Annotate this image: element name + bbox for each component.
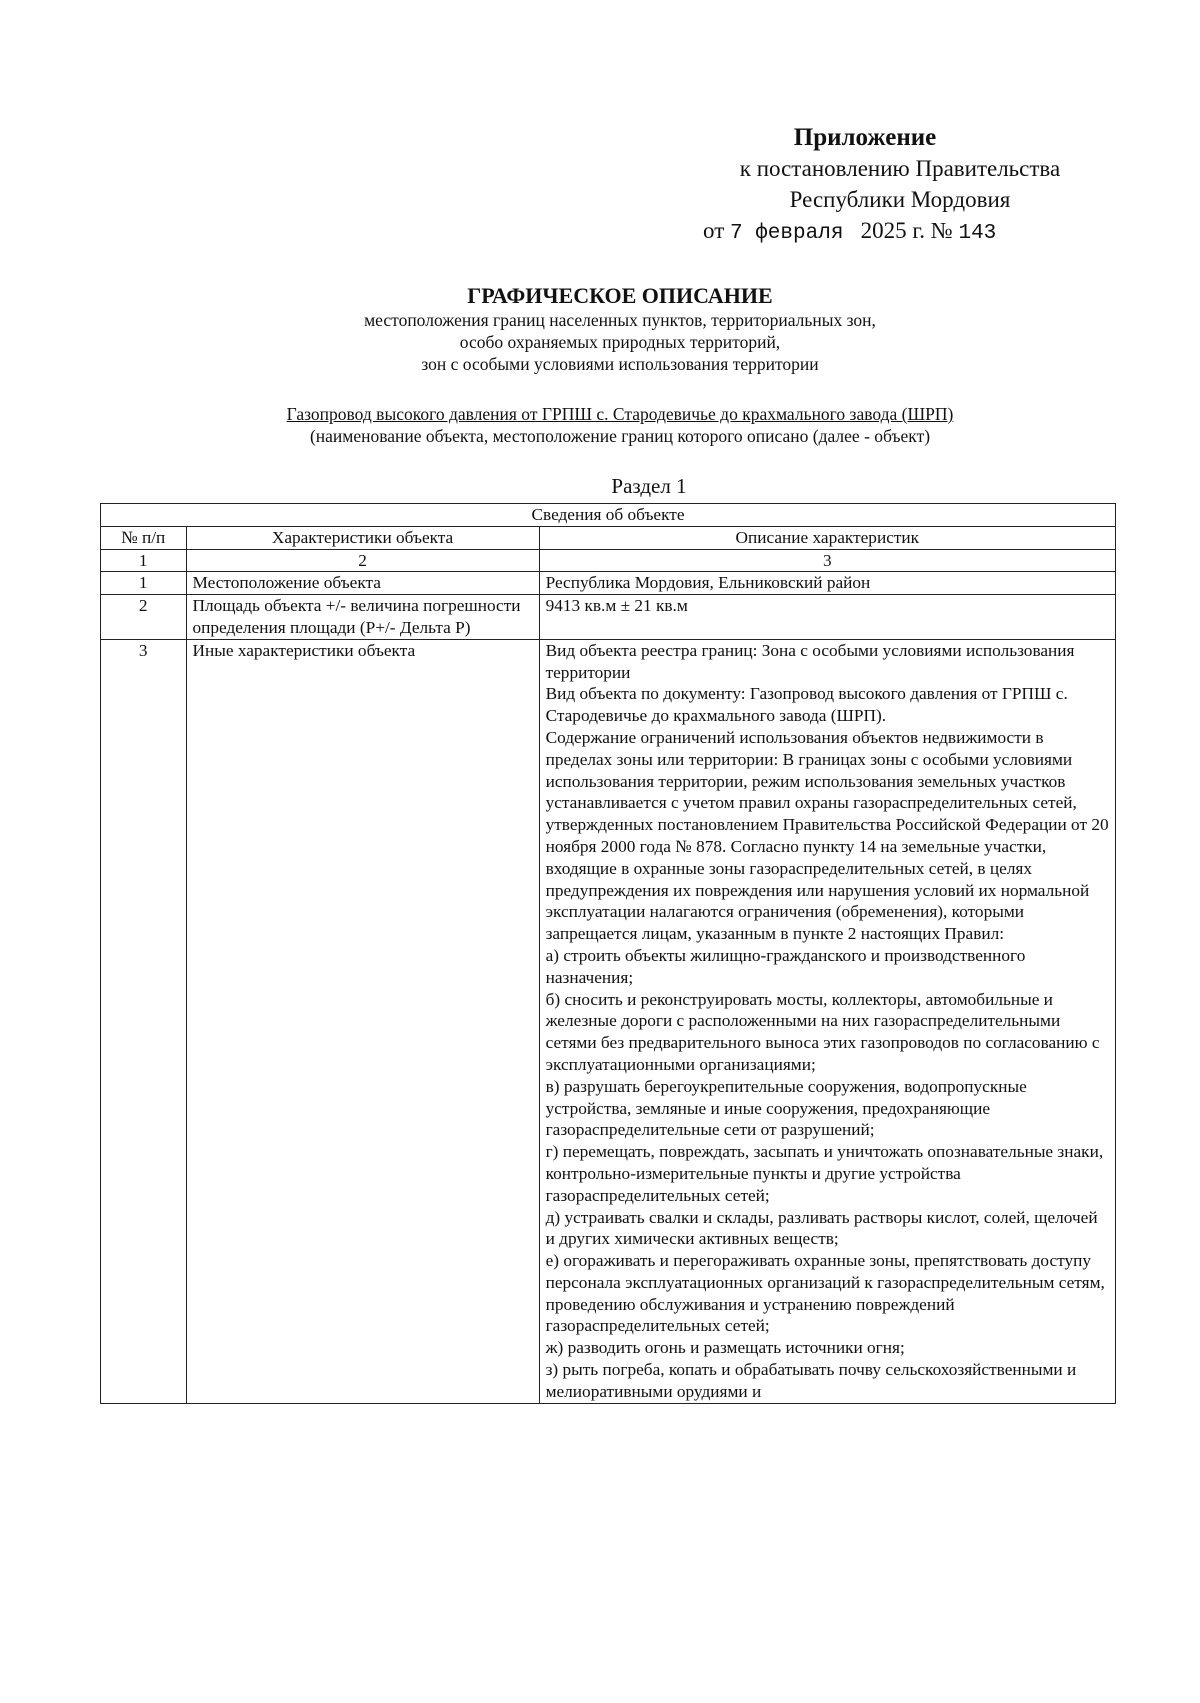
- column-number-2: 2: [186, 549, 539, 572]
- object-info-table: [100, 503, 1116, 1404]
- appendix-title: Приложение: [793, 124, 937, 151]
- description-paragraph: ж) разводить огонь и размещать источники огня;: [545, 1338, 905, 1358]
- object-name: Газопровод высокого давления от ГРПШ с. Стародевичье до крахмального завода (ШРП): [286, 404, 954, 424]
- description-paragraph: Вид объекта реестра границ: Зона с особыми условиями использования территории: [545, 640, 1075, 682]
- column-number-3: 3: [539, 549, 1115, 572]
- subtitle-line-2: особо охраняемых природных территорий,: [459, 332, 781, 352]
- column-header-characteristic: Характеристики объекта: [186, 526, 539, 549]
- column-number-1: 1: [101, 549, 187, 572]
- date-year: 2025 г. №: [860, 218, 953, 243]
- appendix-line-2: Республики Мордовия: [789, 187, 1011, 212]
- date-day-month: 7 февраля: [730, 222, 844, 245]
- table-row: [101, 639, 1116, 1403]
- row-description: [539, 639, 1115, 1403]
- row-description: [539, 595, 1115, 640]
- column-header-num: № п/п: [101, 526, 187, 549]
- description-paragraph: г) перемещать, повреждать, засыпать и уничтожать опознавательные знаки, контрольно-измерительные пункты и другие устройства газораспределительных сетей;: [545, 1142, 1104, 1205]
- description-paragraph: з) рыть погреба, копать и обрабатывать почву сельскохозяйственными и мелиоративными орудиями и: [545, 1360, 1077, 1401]
- document-header: [200, 283, 1040, 375]
- description-paragraph: а) строить объекты жилищно-гражданского и производственного назначения;: [545, 945, 1026, 987]
- row-number: 3: [101, 639, 187, 1403]
- description-paragraph: Республика Мордовия, Ельниковский район: [545, 573, 871, 593]
- description-paragraph: д) устраивать свалки и склады, разливать растворы кислот, солей, щелочей и других химически активных веществ;: [545, 1207, 1098, 1249]
- row-number: 2: [101, 595, 187, 640]
- row-description: [539, 572, 1115, 595]
- table-title: Сведения об объекте: [101, 504, 1116, 527]
- description-paragraph: 9413 кв.м ± 21 кв.м: [545, 596, 688, 616]
- column-header-row: [101, 526, 1116, 549]
- row-characteristic: Площадь объекта +/- величина погрешности определения площади (Р+/- Дельта Р): [186, 595, 539, 640]
- description-paragraph: е) огораживать и перегораживать охранные зоны, препятствовать доступу персонала эксплуатационных организаций к газораспределительным сетям, проведению обслуживания и устранению повреждений газораспределительных сетей;: [545, 1251, 1105, 1336]
- description-paragraph: Содержание ограничений использования объектов недвижимости в пределах зоны или территории: В границах зоны с особыми условиями использования территории, режим использования земельных участков устанавливается с учетом правил охраны газораспределительных сетей, утвержденных постановлением Правительства Российской Федерации от 20 ноября 2000 года № 878. Согласно пункту 14 на земельные участки, входящие в охранные зоны газораспределительных сетей, в целях предупреждения их повреждения или нарушения условий их нормальной эксплуатации налагаются ограничения (обременения), которыми запрещается лицам, указанным в пункте 2 настоящих Правил:: [545, 727, 1109, 944]
- document-title: ГРАФИЧЕСКОЕ ОПИСАНИЕ: [467, 283, 773, 308]
- appendix-line-1: к постановлению Правительства: [739, 156, 1061, 181]
- row-characteristic: Иные характеристики объекта: [186, 639, 539, 1403]
- appendix-block: [680, 122, 1120, 249]
- resolution-number: 143: [958, 222, 997, 245]
- description-paragraph: в) разрушать берегоукрепительные сооружения, водопропускные устройства, земляные и иные сооружения, предохраняющие газораспределительные сети от разрушений;: [545, 1076, 1027, 1140]
- column-header-description: Описание характеристик: [539, 526, 1115, 549]
- table-row: [101, 572, 1116, 595]
- column-number-row: [101, 549, 1116, 572]
- date-prefix: от: [703, 218, 725, 243]
- description-paragraph: б) сносить и реконструировать мосты, коллекторы, автомобильные и железные дороги с расположенными на них газораспределительными сетями без предварительного выноса этих газопроводов по согласованию с эксплуатационными организациями;: [545, 989, 1100, 1074]
- subtitle-line-1: местоположения границ населенных пунктов, территориальных зон,: [364, 310, 876, 330]
- description-paragraph: Вид объекта по документу: Газопровод высокого давления от ГРПШ с. Стародевичье до крахмального завода (ШРП).: [545, 684, 1068, 726]
- row-characteristic: Местоположение объекта: [186, 572, 539, 595]
- row-number: 1: [101, 572, 187, 595]
- section-title: Раздел 1: [611, 474, 687, 498]
- object-block: [170, 403, 1070, 447]
- object-caption: (наименование объекта, местоположение границ которого описано (далее - объект): [309, 426, 931, 446]
- appendix-date-line: [680, 215, 1120, 249]
- table-title-row: [101, 504, 1116, 527]
- subtitle-line-3: зон с особыми условиями использования территории: [421, 354, 819, 374]
- table-row: [101, 595, 1116, 640]
